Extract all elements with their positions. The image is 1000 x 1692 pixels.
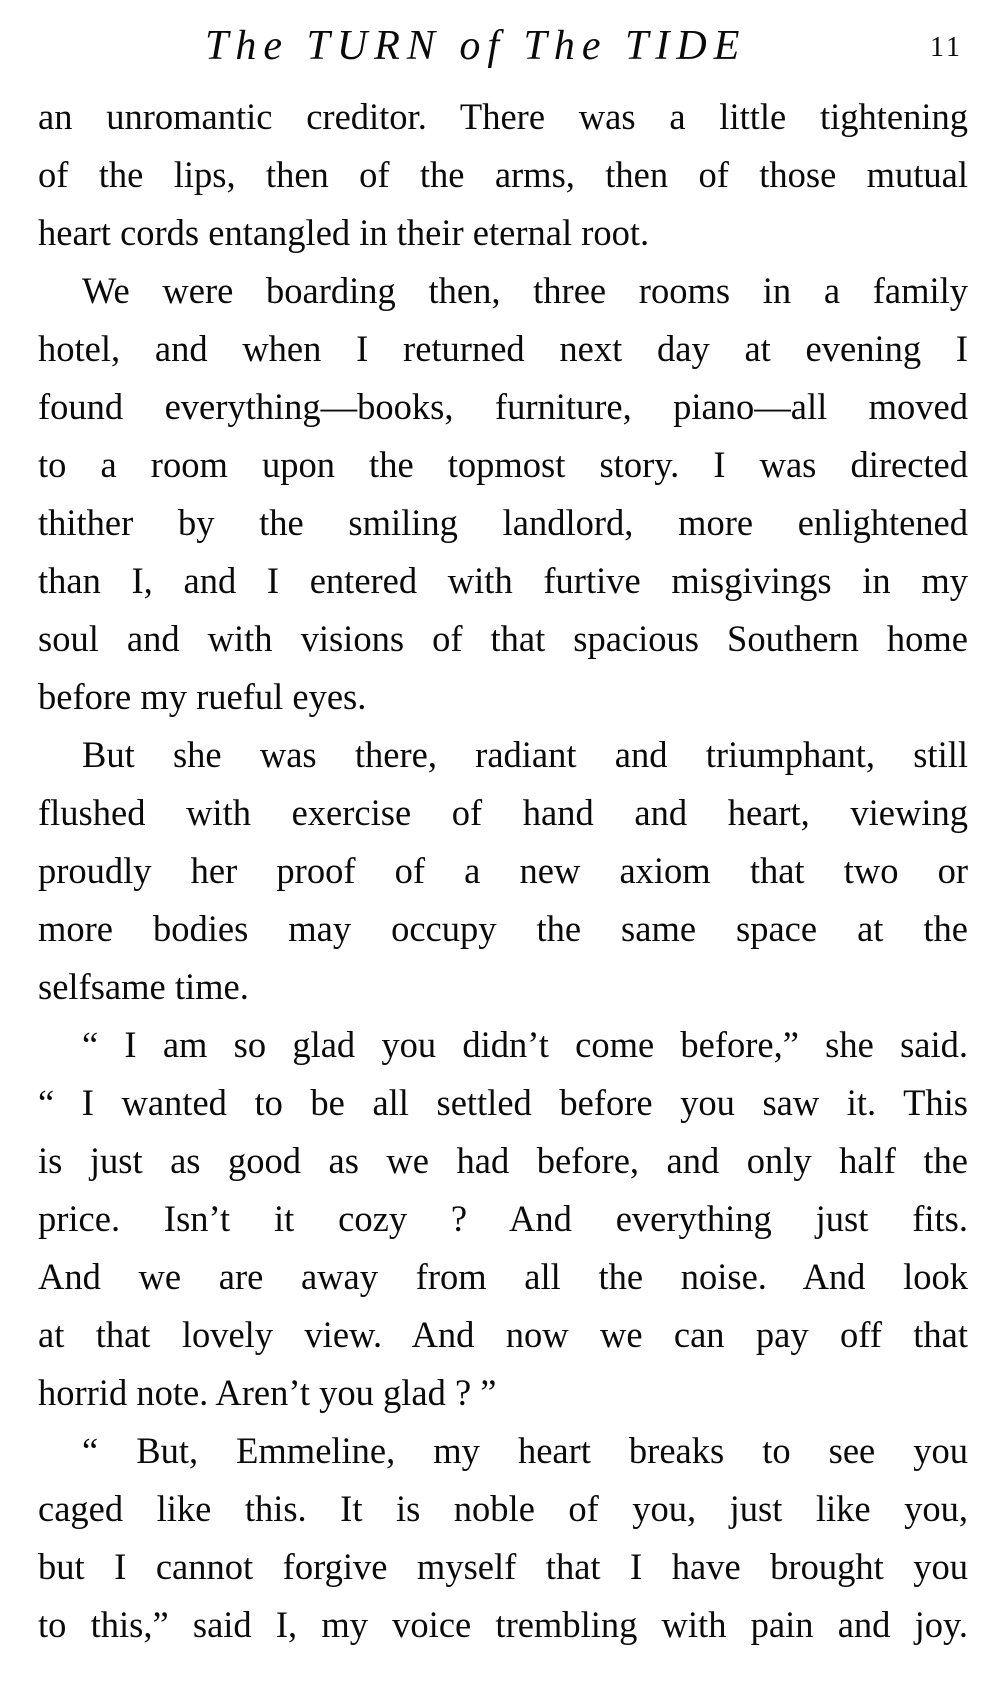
paragraph — [38, 726, 968, 1016]
text-line: “ I wanted to be all settled before you saw it. This — [38, 1082, 968, 1123]
text-body — [38, 88, 968, 1654]
text-line: selfsame time. — [38, 966, 249, 1007]
text-line: before my rueful eyes. — [38, 676, 367, 717]
running-head — [0, 22, 1000, 82]
text-line: soul and with visions of that spacious Southern home — [38, 618, 968, 659]
text-line: And we are away from all the noise. And look — [38, 1256, 968, 1297]
paragraph — [38, 262, 968, 726]
text-line: of the lips, then of the arms, then of those mutual — [38, 154, 968, 195]
running-title: The TURN of The TIDE — [205, 23, 747, 69]
paragraph — [38, 1422, 968, 1654]
text-line: “ But, Emmeline, my heart breaks to see you — [82, 1430, 968, 1471]
text-line: proudly her proof of a new axiom that two or — [38, 850, 968, 891]
page-number: 11 — [930, 32, 963, 63]
text-line: thither by the smiling landlord, more enlightened — [38, 502, 968, 543]
text-line: but I cannot forgive myself that I have brought you — [38, 1546, 968, 1587]
text-line: caged like this. It is noble of you, just like you, — [38, 1488, 968, 1529]
text-line: flushed with exercise of hand and heart, viewing — [38, 792, 968, 833]
text-line: at that lovely view. And now we can pay off that — [38, 1314, 968, 1355]
text-line: “ I am so glad you didn’t come before,” she said. — [82, 1024, 968, 1065]
text-line: than I, and I entered with furtive misgivings in my — [38, 560, 968, 601]
text-line: an unromantic creditor. There was a little tightening — [38, 96, 968, 137]
text-line: to this,” said I, my voice trembling with pain and joy. — [38, 1604, 968, 1645]
text-line: horrid note. Aren’t you glad ? ” — [38, 1372, 497, 1413]
text-line: We were boarding then, three rooms in a family — [82, 270, 968, 311]
text-line: price. Isn’t it cozy ? And everything just fits. — [38, 1198, 968, 1239]
text-line: heart cords entangled in their eternal root. — [38, 212, 650, 253]
text-line: is just as good as we had before, and only half the — [38, 1140, 968, 1181]
paragraph — [38, 1016, 968, 1422]
text-line: found everything—books, furniture, piano—all moved — [38, 386, 968, 427]
paragraph — [38, 88, 968, 262]
text-line: more bodies may occupy the same space at the — [38, 908, 968, 949]
text-line: hotel, and when I returned next day at evening I — [38, 328, 968, 369]
text-line: to a room upon the topmost story. I was directed — [38, 444, 968, 485]
text-line: But she was there, radiant and triumphant, still — [82, 734, 968, 775]
